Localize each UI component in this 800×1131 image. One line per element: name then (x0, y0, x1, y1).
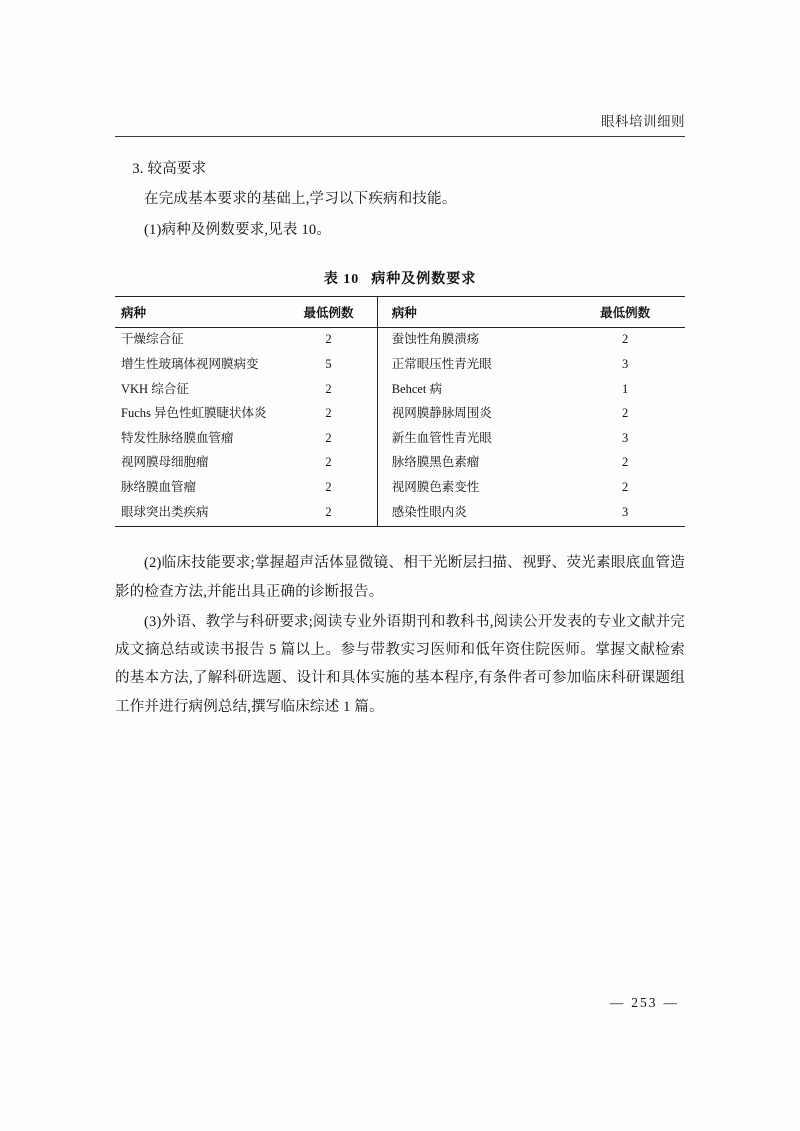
cell-disease-right: 蚕蚀性角膜溃疡 (377, 327, 565, 352)
table-body (115, 327, 685, 527)
table-header-row (115, 296, 685, 327)
cell-cases-right: 2 (622, 455, 629, 470)
table-header (115, 296, 685, 327)
table-row (115, 476, 685, 501)
cell-cases-left: 5 (325, 356, 332, 371)
column-header-cases-left: 最低例数 (280, 296, 377, 327)
cell-cases-right: 3 (565, 500, 685, 527)
intro-paragraph: 在完成基本要求的基础上,学习以下疾病和技能。 (144, 191, 457, 208)
footer-dash-right: — (663, 995, 679, 1010)
cell-disease-left: 增生性玻璃体视网膜病变 (121, 356, 259, 371)
cell-disease-left: 脉络膜血管瘤 (121, 480, 197, 495)
disease-case-table (115, 296, 685, 528)
cell-disease-right: Behcet 病 (377, 377, 565, 402)
page-content (115, 110, 685, 723)
cell-cases-right: 3 (622, 356, 629, 371)
table-caption-title: 病种及例数要求 (371, 271, 477, 287)
cell-disease-left: 干燥综合征 (121, 332, 184, 347)
cell-cases-right: 2 (622, 480, 629, 495)
table-caption (115, 268, 685, 288)
column-header-disease-left: 病种 (115, 296, 280, 327)
cell-disease-right: 视网膜色素变性 (377, 476, 565, 501)
table-row (115, 402, 685, 427)
page-number: 253 (631, 995, 658, 1010)
cell-disease-left: 特发性脉络膜血管瘤 (121, 430, 234, 445)
table-caption-label: 表 10 (323, 271, 360, 287)
cell-disease-left: 眼球突出类疾病 (115, 500, 280, 527)
running-header-text: 眼科培训细则 (601, 114, 685, 129)
list-item-2: (2)临床技能要求;掌握超声活体显微镜、相干光断层扫描、视野、荧光素眼底血管造影的检查方法,并能出具正确的诊断报告。 (115, 555, 685, 600)
cell-cases-left: 2 (325, 480, 332, 495)
table-row (115, 327, 685, 352)
footer-dash-left: — (609, 995, 626, 1010)
table-row (115, 377, 685, 402)
cell-cases-left: 2 (325, 332, 332, 347)
cell-cases-right: 1 (622, 381, 629, 396)
cell-cases-left: 2 (325, 455, 332, 470)
table-row (115, 426, 685, 451)
running-header (115, 110, 685, 136)
cell-cases-right: 2 (622, 332, 629, 347)
cell-disease-right: 视网膜静脉周围炎 (377, 402, 565, 427)
column-header-disease-right: 病种 (377, 296, 565, 327)
cell-disease-left: VKH 综合征 (121, 381, 189, 396)
cell-disease-right: 感染性眼内炎 (377, 500, 565, 527)
cell-cases-right: 2 (622, 406, 629, 421)
body-text-block-2 (115, 549, 685, 721)
section-title: 3. 较高要求 (132, 161, 207, 177)
column-header-cases-right: 最低例数 (565, 296, 685, 327)
cell-cases-left: 2 (280, 500, 377, 527)
cell-disease-right: 正常眼压性青光眼 (377, 352, 565, 377)
cell-cases-right: 3 (622, 430, 629, 445)
table-row (115, 500, 685, 527)
cell-disease-right: 脉络膜黑色素瘤 (377, 451, 565, 476)
table-row (115, 451, 685, 476)
page-footer (604, 995, 685, 1011)
cell-cases-left: 2 (325, 381, 332, 396)
cell-cases-left: 2 (325, 406, 332, 421)
list-item-1: (1)病种及例数要求,见表 10。 (144, 221, 332, 238)
cell-disease-right: 新生血管性青光眼 (377, 426, 565, 451)
cell-disease-left: 视网膜母细胞瘤 (121, 455, 209, 470)
header-rule (115, 136, 685, 137)
cell-cases-left: 2 (325, 430, 332, 445)
cell-disease-left: Fuchs 异色性虹膜睫状体炎 (121, 406, 267, 421)
table-row (115, 352, 685, 377)
body-text-block (115, 155, 685, 244)
list-item-3: (3)外语、教学与科研要求;阅读专业外语期刊和教科书,阅读公开发表的专业文献并完成文摘总结或读书报告 5 篇以上。参与带教实习医师和低年资住院医师。掌握文献检索的基本方法,了解科研选题、设计和具体实施的基本程序,有条件者可参加临床科研课题组工作并进行病例总结,撰写临床综述 1 篇。 (115, 613, 685, 715)
